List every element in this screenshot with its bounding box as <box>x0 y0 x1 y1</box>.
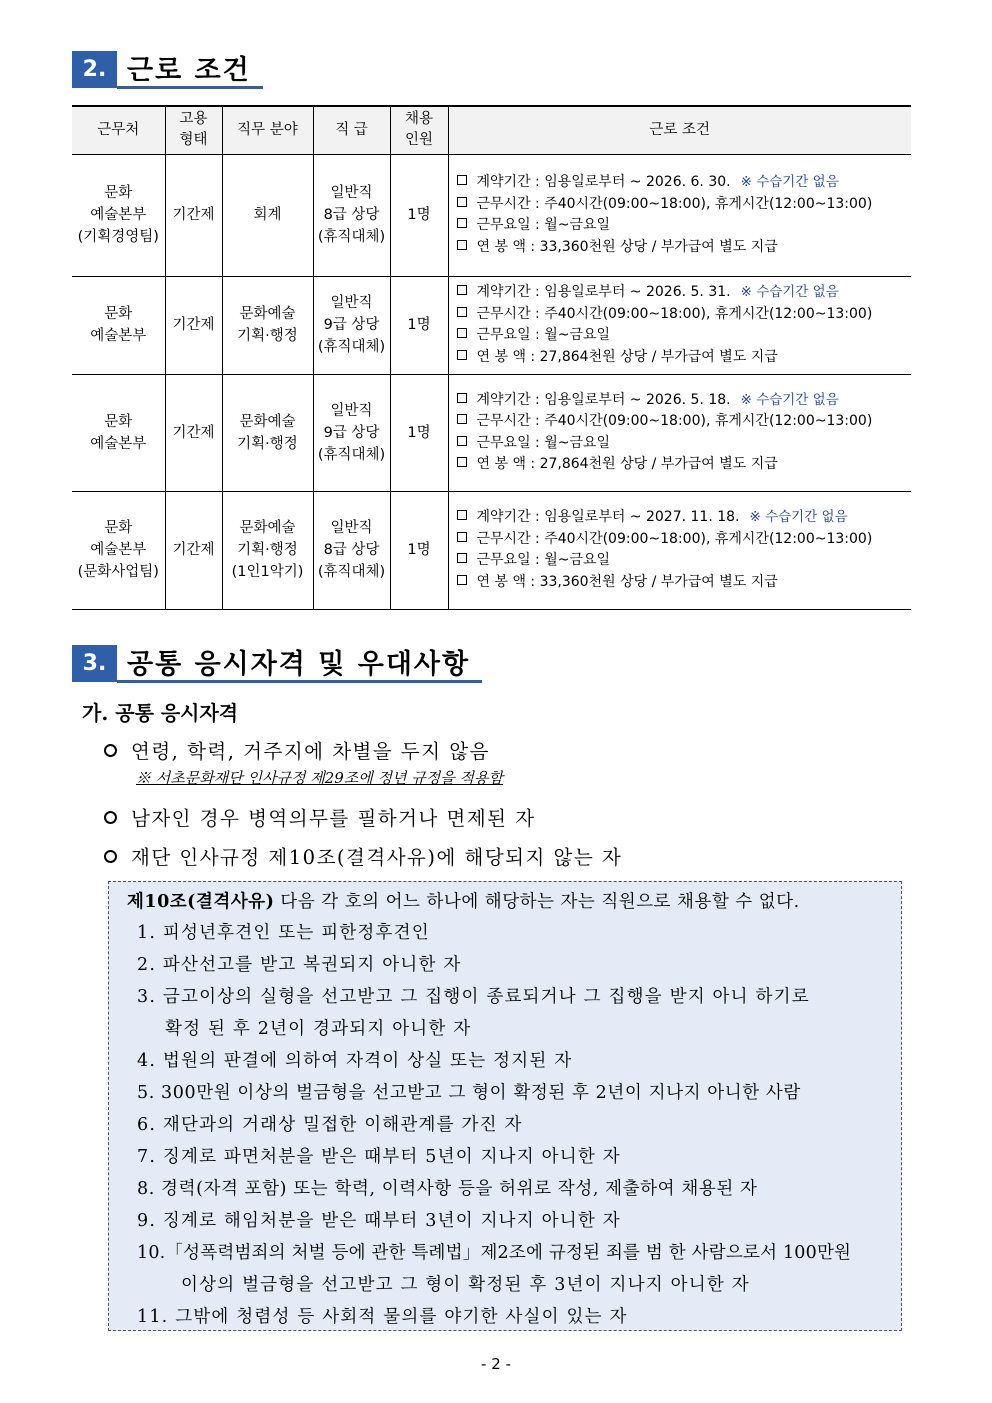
header-conditions: 근로 조건 <box>448 106 911 154</box>
article-clause: 8. 경력(자격 포함) 또는 학력, 이력사항 등을 허위로 작성, 제출하여 채용된 자 <box>137 1179 758 1199</box>
checkbox-square-icon <box>457 307 467 317</box>
article-clause: 1. 피성년후견인 또는 피한정후견인 <box>137 923 430 943</box>
regulation-reference: ※ 서초문화재단 인사규정 제29조에 정년 규정을 적용함 <box>136 769 503 787</box>
type-cell: 기간제 <box>165 491 222 609</box>
conditions-cell: 계약기간 : 임용일로부터 ~ 2026. 5. 31. ※ 수습기간 없음 근무시간 : 주40시간(09:00~18:00), 휴게시간(12:00~13:00) 근무요일 : 월~금요일 연 봉 액 : 27,864천원 상당 / 부가급여 별도 지급 <box>448 276 911 374</box>
checkbox-square-icon <box>457 393 467 403</box>
article-clause-continuation: 확정 된 후 2년이 경과되지 아니한 자 <box>165 1019 472 1039</box>
table-row <box>72 276 911 374</box>
article-clause: 7. 징계로 파면처분을 받은 때부터 5년이 지나지 아니한 자 <box>137 1147 621 1167</box>
section-3-title: 공통 응시자격 및 우대사항 <box>117 643 482 683</box>
conditions-cell: 계약기간 : 임용일로부터 ~ 2026. 6. 30. ※ 수습기간 없음 근무시간 : 주40시간(09:00~18:00), 휴게시간(12:00~13:00) 근무요일 : 월~금요일 연 봉 액 : 33,360천원 상당 / 부가급여 별도 지급 <box>448 154 911 276</box>
article-clause-continuation: 이상의 벌금형을 선고받고 그 형이 확정된 후 3년이 지나지 아니한 자 <box>181 1275 750 1295</box>
workplace-cell: 문화 예술본부 <box>72 374 165 491</box>
workplace-cell: 문화 예술본부 (기획경영팀) <box>72 154 165 276</box>
section-3-number: 3. <box>72 645 117 682</box>
table-row <box>72 374 911 491</box>
checkbox-square-icon <box>457 436 467 446</box>
count-cell: 1명 <box>390 374 448 491</box>
header-job-field: 직무 분야 <box>222 106 313 154</box>
header-grade: 직 급 <box>313 106 390 154</box>
section-3-header <box>72 643 482 683</box>
page-number: - 2 - <box>481 1355 511 1373</box>
grade-cell: 일반직 9급 상당 (휴직대체) <box>313 374 390 491</box>
field-cell: 문화예술 기획·행정 (1인1악기) <box>222 491 313 609</box>
count-cell: 1명 <box>390 154 448 276</box>
checkbox-square-icon <box>457 414 467 424</box>
checkbox-square-icon <box>457 240 467 250</box>
article-clause: 10.「성폭력범죄의 처벌 등에 관한 특례법」제2조에 규정된 죄를 범 한 사람으로서 100만원 <box>137 1243 852 1263</box>
article-heading: 제10조(결격사유) 다음 각 호의 어느 하나에 해당하는 자는 직원으로 채용할 수 없다. <box>127 892 800 912</box>
subsection-title: 가. 공통 응시자격 <box>82 701 239 725</box>
qualification-item: 재단 인사규정 제10조(결격사유)에 해당되지 않는 자 <box>104 842 622 870</box>
checkbox-square-icon <box>457 175 467 185</box>
checkbox-square-icon <box>457 575 467 585</box>
article-clause: 9. 징계로 해임처분을 받은 때부터 3년이 지나지 아니한 자 <box>137 1211 621 1231</box>
section-2-number: 2. <box>72 51 117 88</box>
type-cell: 기간제 <box>165 154 222 276</box>
workplace-cell: 문화 예술본부 (문화사업팀) <box>72 491 165 609</box>
checkbox-square-icon <box>457 350 467 360</box>
count-cell: 1명 <box>390 276 448 374</box>
conditions-cell: 계약기간 : 임용일로부터 ~ 2027. 11. 18. ※ 수습기간 없음 근무시간 : 주40시간(09:00~18:00), 휴게시간(12:00~13:00) 근무요일 : 월~금요일 연 봉 액 : 33,360천원 상당 / 부가급여 별도 지급 <box>448 491 911 609</box>
checkbox-square-icon <box>457 532 467 542</box>
type-cell: 기간제 <box>165 374 222 491</box>
workplace-cell: 문화 예술본부 <box>72 276 165 374</box>
disqualification-article-box <box>108 881 902 1331</box>
article-clause: 11. 그밖에 청렴성 등 사회적 물의를 야기한 사실이 있는 자 <box>137 1307 628 1327</box>
conditions-cell: 계약기간 : 임용일로부터 ~ 2026. 5. 18. ※ 수습기간 없음 근무시간 : 주40시간(09:00~18:00), 휴게시간(12:00~13:00) 근무요일 : 월~금요일 연 봉 액 : 27,864천원 상당 / 부가급여 별도 지급 <box>448 374 911 491</box>
working-conditions-table <box>72 105 911 610</box>
checkbox-square-icon <box>457 553 467 563</box>
checkbox-square-icon <box>457 328 467 338</box>
grade-cell: 일반직 9급 상당 (휴직대체) <box>313 276 390 374</box>
field-cell: 회계 <box>222 154 313 276</box>
article-clause: 2. 파산선고를 받고 복권되지 아니한 자 <box>137 955 462 975</box>
article-clause: 5. 300만원 이상의 벌금형을 선고받고 그 형이 확정된 후 2년이 지나지 아니한 사람 <box>137 1083 801 1103</box>
count-cell: 1명 <box>390 491 448 609</box>
table-row <box>72 491 911 609</box>
hollow-circle-bullet-icon <box>104 744 117 757</box>
header-workplace: 근무처 <box>72 106 165 154</box>
table-header-row <box>72 106 911 154</box>
checkbox-square-icon <box>457 197 467 207</box>
checkbox-square-icon <box>457 218 467 228</box>
header-hiring-count: 채용 인원 <box>390 106 448 154</box>
checkbox-square-icon <box>457 457 467 467</box>
header-employment-type: 고용 형태 <box>165 106 222 154</box>
table-row <box>72 154 911 276</box>
qualification-item: 남자인 경우 병역의무를 필하거나 면제된 자 <box>104 803 536 831</box>
field-cell: 문화예술 기획·행정 <box>222 276 313 374</box>
hollow-circle-bullet-icon <box>104 850 117 863</box>
checkbox-square-icon <box>457 510 467 520</box>
checkbox-square-icon <box>457 285 467 295</box>
qualification-item: 연령, 학력, 거주지에 차별을 두지 않음 <box>104 736 490 764</box>
article-clause: 3. 금고이상의 실형을 선고받고 그 집행이 종료되거나 그 집행을 받지 아니 하기로 <box>137 987 810 1007</box>
article-clause: 6. 재단과의 거래상 밀접한 이해관계를 가진 자 <box>137 1115 523 1135</box>
grade-cell: 일반직 8급 상당 (휴직대체) <box>313 491 390 609</box>
field-cell: 문화예술 기획·행정 <box>222 374 313 491</box>
type-cell: 기간제 <box>165 276 222 374</box>
hollow-circle-bullet-icon <box>104 811 117 824</box>
section-2-header <box>72 49 263 89</box>
article-clause: 4. 법원의 판결에 의하여 자격이 상실 또는 정지된 자 <box>137 1051 573 1071</box>
section-2-title: 근로 조건 <box>117 49 263 89</box>
grade-cell: 일반직 8급 상당 (휴직대체) <box>313 154 390 276</box>
